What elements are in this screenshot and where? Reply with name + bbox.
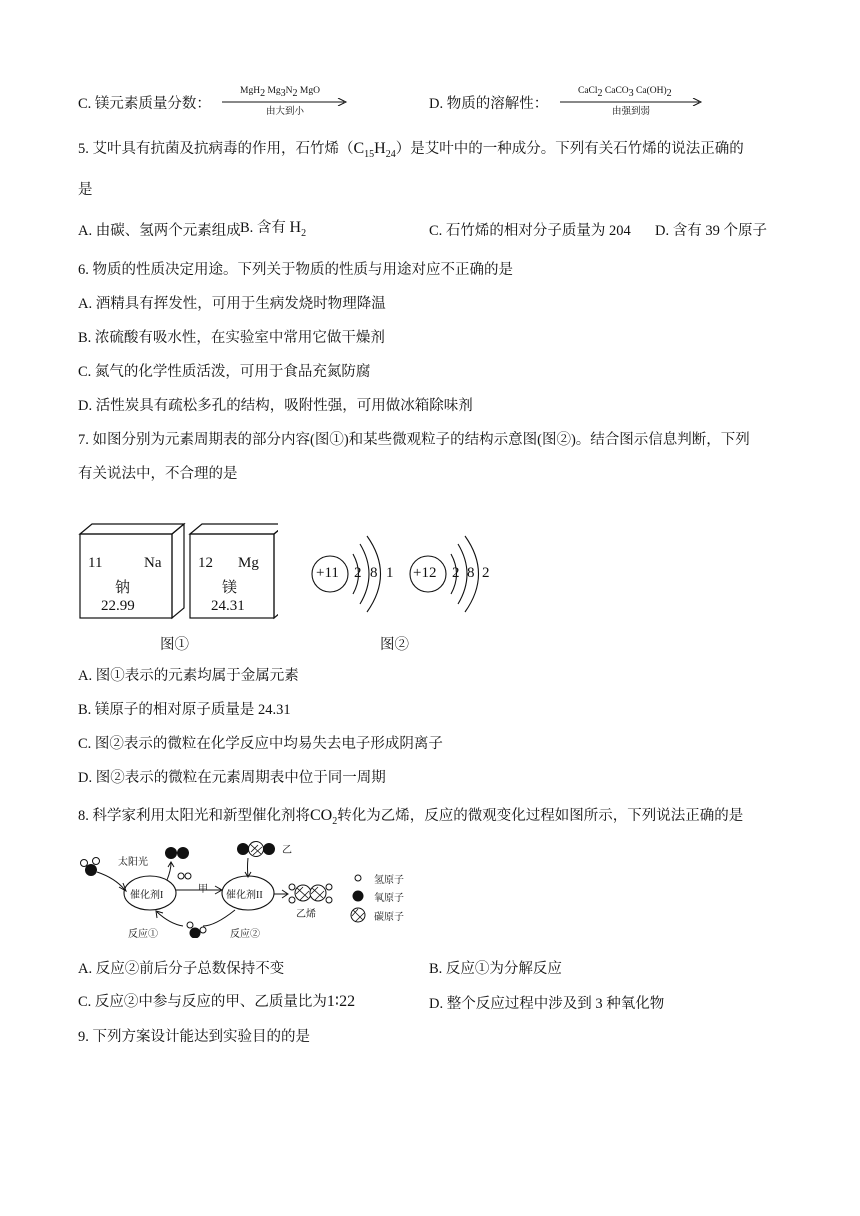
q4-option-d xyxy=(429,92,548,113)
q4-option-c-arrow: MgH$_2$ $Mg_3N_2$ MgO 由大到小 xyxy=(222,86,350,116)
magnesium-shell-1: 2 xyxy=(452,565,460,581)
legend-carbon-label: 碳原子 xyxy=(374,912,404,923)
q5-option-d: D. 含有 39 个原子 xyxy=(655,223,767,239)
magnesium-shell-2: 8 xyxy=(467,565,475,581)
q6-option-d: D. 活性炭具有疏松多孔的结构，吸附性强，可用做冰箱除味剂 xyxy=(78,398,473,414)
legend-hydrogen-label: 氢原子 xyxy=(374,875,404,886)
na-mass: 22.99 xyxy=(101,598,135,614)
q7-stem-cont: 有关说法中，不合理的是 xyxy=(78,466,238,482)
q9-stem: 9. 下列方案设计能达到实验目的的是 xyxy=(78,1029,310,1045)
reaction-2-label: 反应② xyxy=(230,929,260,940)
q6-stem: 6. 物质的性质决定用途。下列关于物质的性质与用途对应不正确的是 xyxy=(78,262,513,278)
q4-option-d-note: 由强到弱 xyxy=(612,107,651,117)
q6-option-b: B. 浓硫酸有吸水性，在实验室中常用它做干燥剂 xyxy=(78,330,385,346)
mg-atomic-number: 12 xyxy=(198,555,213,571)
q7-stem: 7. 如图分别为元素周期表的部分内容(图①)和某些微观粒子的结构示意图(图②)。结合图示信息判断，下列 xyxy=(78,432,750,448)
q5-stem-cont: 是 xyxy=(78,182,93,198)
ethylene-label: 乙烯 xyxy=(296,909,316,920)
q4-option-c-prefix: C. 镁元素质量分数： xyxy=(78,96,211,112)
q8-option-c: C. 反应②中参与反应的甲、乙质量比为1∶22 xyxy=(78,993,356,1010)
legend-hydrogen-icon xyxy=(355,875,361,881)
q8-option-b: B. 反应①为分解反应 xyxy=(429,961,562,977)
sodium-shell-1: 2 xyxy=(354,565,362,581)
q4-option-c xyxy=(78,92,211,113)
q7-option-d: D. 图②表示的微粒在元素周期表中位于同一周期 xyxy=(78,770,386,786)
legend-oxygen-label: 氧原子 xyxy=(374,893,404,904)
q8-ratio: 1∶22 xyxy=(326,993,356,1010)
q8-option-a: A. 反应②前后分子总数保持不变 xyxy=(78,961,285,977)
q7-option-a: A. 图①表示的元素均属于金属元素 xyxy=(78,668,299,684)
q5-stem: 5. 艾叶具有抗菌及抗病毒的作用，石竹烯$(C_{15}H_{24})$是艾叶中的一种成分。下列有关石竹烯的说法正确的 xyxy=(78,140,744,161)
molecule-carbon-dioxide xyxy=(237,842,275,857)
jia-label: 甲 xyxy=(198,884,208,895)
sodium-nucleus: +11 xyxy=(316,565,339,581)
molecule-water-recycle xyxy=(187,922,206,938)
sunlight-label: 太阳光 xyxy=(118,857,148,868)
q4-option-d-prefix: D. 物质的溶解性： xyxy=(429,96,549,112)
molecule-oxygen xyxy=(165,847,189,859)
figure-2-caption: 图② xyxy=(380,637,409,653)
q6-option-c: C. 氮气的化学性质活泼，可用于食品充氮防腐 xyxy=(78,364,371,380)
mg-symbol: Mg xyxy=(238,555,259,571)
q8-option-d: D. 整个反应过程中涉及到 3 种氧化物 xyxy=(429,996,665,1012)
q5-option-b: B. 含有 $H_2$ xyxy=(240,219,307,240)
na-name: 钠 xyxy=(115,580,131,596)
catalyst-1-label: 催化剂I xyxy=(130,890,164,901)
molecule-water-input xyxy=(81,858,100,877)
q7-option-c: C. 图②表示的微粒在化学反应中均易失去电子形成阴离子 xyxy=(78,736,443,752)
sodium-shell-3: 1 xyxy=(386,565,394,581)
mg-mass: 24.31 xyxy=(211,598,245,614)
mg-name: 镁 xyxy=(222,580,238,596)
q6-option-a: A. 酒精具有挥发性，可用于生病发烧时物理降温 xyxy=(78,296,386,312)
yi-label: 乙 xyxy=(282,845,292,856)
q4-option-d-arrow: CaCl$_2$ CaCO$_3$ $Ca(OH)_2$ 由强到弱 xyxy=(560,86,705,116)
molecule-ethylene xyxy=(289,884,332,903)
na-atomic-number: 11 xyxy=(88,555,103,571)
legend-oxygen-icon xyxy=(353,891,364,902)
sodium-shell-2: 8 xyxy=(370,565,378,581)
q8-stem: 8. 科学家利用太阳光和新型催化剂将$CO_2$转化为乙烯，反应的微观变化过程如图所示，下列说法正确的是 xyxy=(78,807,744,828)
na-symbol: Na xyxy=(144,555,162,571)
q5-formula: $C_{15}H_{24}$ xyxy=(353,140,396,161)
catalyst-2-label: 催化剂II xyxy=(226,890,263,901)
reaction-1-label: 反应① xyxy=(128,929,158,940)
q5-option-a: A. 由碳、氢两个元素组成 xyxy=(78,223,241,239)
magnesium-shell-3: 2 xyxy=(482,565,490,581)
q5-option-c: C. 石竹烯的相对分子质量为 204 xyxy=(429,223,631,239)
figure-1-caption: 图① xyxy=(160,637,189,653)
q4-option-c-note: 由大到小 xyxy=(266,107,305,117)
q8-formula: $CO_2$ xyxy=(310,807,338,828)
q7-option-b: B. 镁原子的相对原子质量是 24.31 xyxy=(78,702,291,718)
legend-carbon-icon xyxy=(351,908,365,922)
magnesium-nucleus: +12 xyxy=(413,565,437,581)
molecule-hydrogen xyxy=(178,873,191,879)
